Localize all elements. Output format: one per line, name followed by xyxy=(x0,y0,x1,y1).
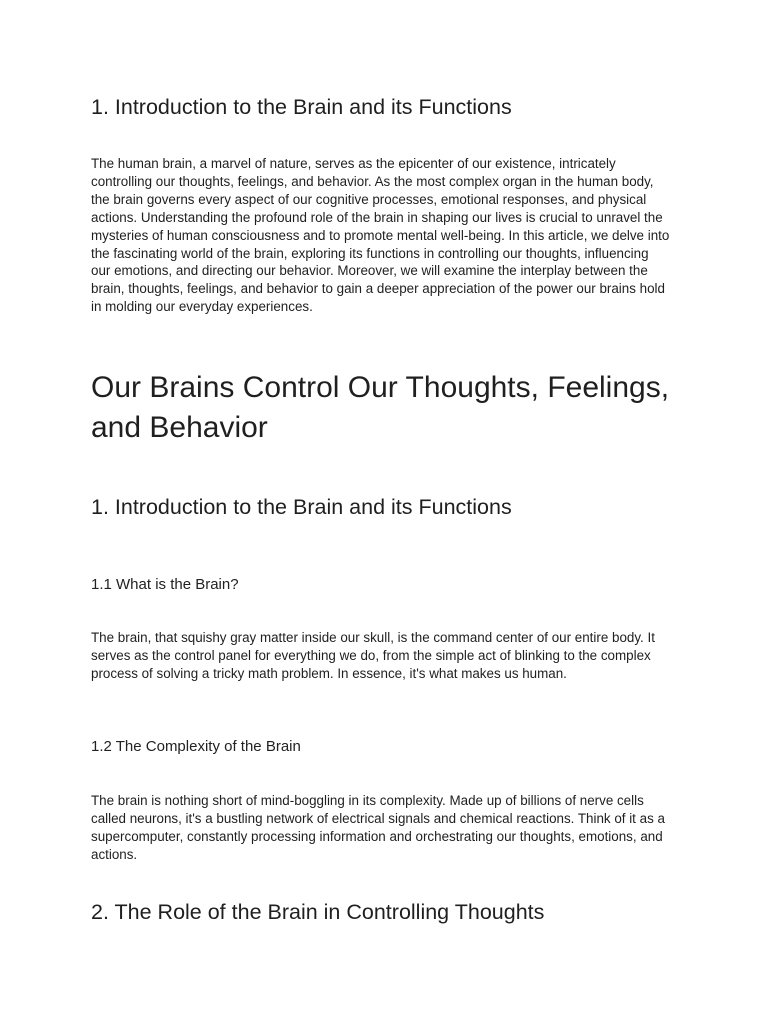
section-1-heading: 1. Introduction to the Brain and its Functions xyxy=(91,495,512,519)
intro-paragraph: The human brain, a marvel of nature, serves as the epicenter of our existence, intricately controlling our thoughts, feelings, and behavior. As the most complex organ in the human body, the brain governs every aspect of our cognitive processes, emotional responses, and physical actions. Understanding the profound role of the brain in shaping our lives is crucial to unravel the mysteries of human consciousness and to promote mental well-being. In this article, we delve into the fascinating world of the brain, exploring its functions in controlling our thoughts, influencing our emotions, and directing our behavior. Moreover, we will examine the interplay between the brain, thoughts, feelings, and behavior to gain a deeper appreciation of the power our brains hold in molding our everyday experiences. xyxy=(91,156,670,315)
document-title: Our Brains Control Our Thoughts, Feelings, and Behavior xyxy=(91,371,670,444)
subsection-1-1-heading: 1.1 What is the Brain? xyxy=(91,576,239,593)
intro-heading: 1. Introduction to the Brain and its Functions xyxy=(91,95,512,119)
subsection-1-2-paragraph: The brain is nothing short of mind-boggling in its complexity. Made up of billions of nerve cells called neurons, it's a bustling network of electrical signals and chemical reactions. Think of it as a supercomputer, constantly processing information and orchestrating our thoughts, emotions, and actions. xyxy=(91,793,665,862)
section-2-heading: 2. The Role of the Brain in Controlling Thoughts xyxy=(91,900,545,924)
subsection-1-2-heading: 1.2 The Complexity of the Brain xyxy=(91,738,301,755)
subsection-1-1-paragraph: The brain, that squishy gray matter inside our skull, is the command center of our entire body. It serves as the control panel for everything we do, from the simple act of blinking to the complex process of solving a tricky math problem. In essence, it's what makes us human. xyxy=(91,630,655,681)
